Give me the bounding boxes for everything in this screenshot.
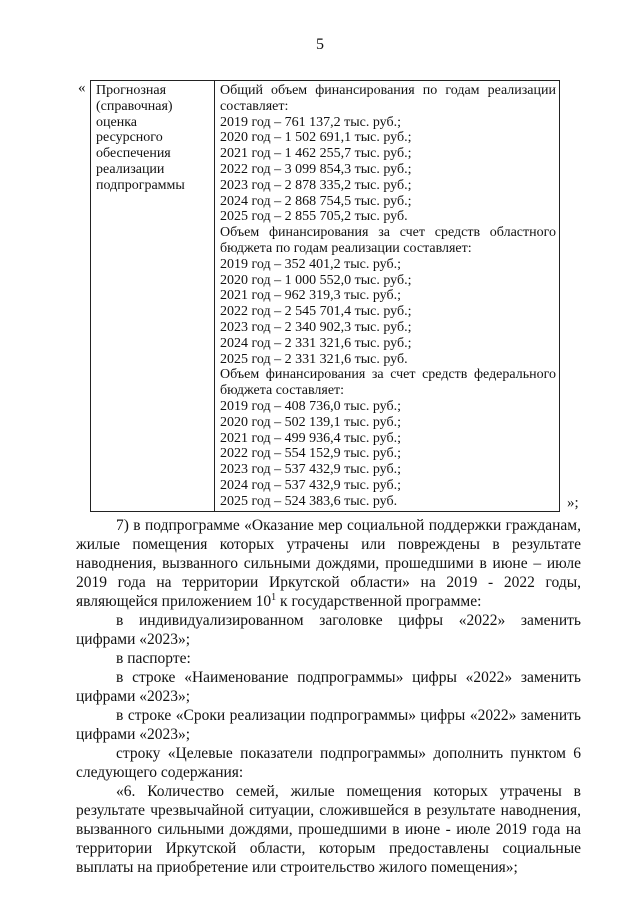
row-label-line: реализации <box>96 161 165 177</box>
appendix-superscript: 1 <box>271 591 277 603</box>
regional-year-line: 2020 год – 1 000 552,0 тыс. руб.; <box>220 272 412 288</box>
passport-table <box>90 80 560 512</box>
total-heading: составляет: <box>220 98 289 114</box>
regional-year-line: 2019 год – 352 401,2 тыс. руб.; <box>220 256 401 272</box>
federal-year-line: 2020 год – 502 139,1 тыс. руб.; <box>220 414 401 430</box>
total-year-line: 2019 год – 761 137,2 тыс. руб.; <box>220 114 401 130</box>
federal-year-line: 2022 год – 554 152,9 тыс. руб.; <box>220 446 401 462</box>
row-label-line: подпрограммы <box>96 177 185 193</box>
regional-year-line: 2021 год – 962 319,3 тыс. руб.; <box>220 288 401 304</box>
item-7-text-end: к государственной программе: <box>276 593 482 610</box>
item-7-text: 7) в подпрограмме «Оказание мер социальной поддержки гражданам, жилые помещения которых утрачены или повреждены в результате наводнения, вызванного сильными дождями, прошедшими в июне – июле 2019 года на территории Иркутской области» на 2019 - 2022 годы, являющейся приложением 10 <box>76 517 581 610</box>
federal-heading: бюджета составляет: <box>220 383 345 399</box>
total-year-line: 2022 год – 3 099 854,3 тыс. руб.; <box>220 161 412 177</box>
row-label-line: Прогнозная <box>96 83 167 98</box>
row-label-line: обеспечения <box>96 146 171 162</box>
financing-cell <box>215 81 560 512</box>
regional-heading: Объем финансирования за счет средств областного <box>220 225 556 241</box>
row-label-line: ресурсного <box>96 130 163 146</box>
header-change-paragraph: в индивидуализированном заголовке цифры «2022» заменить цифрами «2023»; <box>76 612 581 648</box>
federal-year-line: 2025 год – 524 383,6 тыс. руб. <box>220 493 398 509</box>
row-label-line: (справочная) <box>96 98 173 114</box>
item-6-paragraph: «6. Количество семей, жилые помещения которых утрачены в результате чрезвычайной ситуации, сложившейся в результате наводнения, вызванного сильными дождями, прошедшими в июне - июле 2019 года на территории Иркутской области, которым предоставлены социальные выплаты на приобретение или строительство жилого помещения»; <box>76 783 581 876</box>
row-label-line: оценка <box>96 114 138 130</box>
terms-row-paragraph: в строке «Сроки реализации подпрограммы» цифры «2022» заменить цифрами «2023»; <box>76 707 581 743</box>
federal-year-line: 2024 год – 537 432,9 тыс. руб.; <box>220 477 401 493</box>
page-number: 5 <box>316 36 324 53</box>
regional-year-line: 2024 год – 2 331 321,6 тыс. руб.; <box>220 335 412 351</box>
opening-quote: « <box>78 80 86 96</box>
passport-paragraph: в паспорте: <box>116 650 191 667</box>
row-label-cell <box>91 81 215 512</box>
regional-year-line: 2025 год – 2 331 321,6 тыс. руб. <box>220 351 408 367</box>
total-year-line: 2020 год – 1 502 691,1 тыс. руб.; <box>220 130 412 146</box>
closing-quote: »; <box>567 495 579 511</box>
regional-heading: бюджета по годам реализации составляет: <box>220 240 472 256</box>
total-year-line: 2024 год – 2 868 754,5 тыс. руб.; <box>220 193 412 209</box>
total-year-line: 2023 год – 2 878 335,2 тыс. руб.; <box>220 177 412 193</box>
federal-year-line: 2023 год – 537 432,9 тыс. руб.; <box>220 462 401 478</box>
table-row <box>91 81 560 512</box>
regional-year-line: 2023 год – 2 340 902,3 тыс. руб.; <box>220 319 412 335</box>
amendment-text <box>76 516 581 877</box>
federal-year-line: 2019 год – 408 736,0 тыс. руб.; <box>220 398 401 414</box>
name-row-paragraph: в строке «Наименование подпрограммы» цифры «2022» заменить цифрами «2023»; <box>76 669 581 705</box>
federal-year-line: 2021 год – 499 936,4 тыс. руб.; <box>220 430 401 446</box>
targets-row-paragraph: строку «Целевые показатели подпрограммы» дополнить пунктом 6 следующего содержания: <box>76 745 581 781</box>
regional-year-line: 2022 год – 2 545 701,4 тыс. руб.; <box>220 304 412 320</box>
item-7-paragraph <box>76 516 581 611</box>
total-heading: Общий объем финансирования по годам реализации <box>220 83 556 98</box>
total-year-line: 2021 год – 1 462 255,7 тыс. руб.; <box>220 146 412 162</box>
total-year-line: 2025 год – 2 855 705,2 тыс. руб. <box>220 209 408 225</box>
federal-heading: Объем финансирования за счет средств федерального <box>220 367 556 383</box>
